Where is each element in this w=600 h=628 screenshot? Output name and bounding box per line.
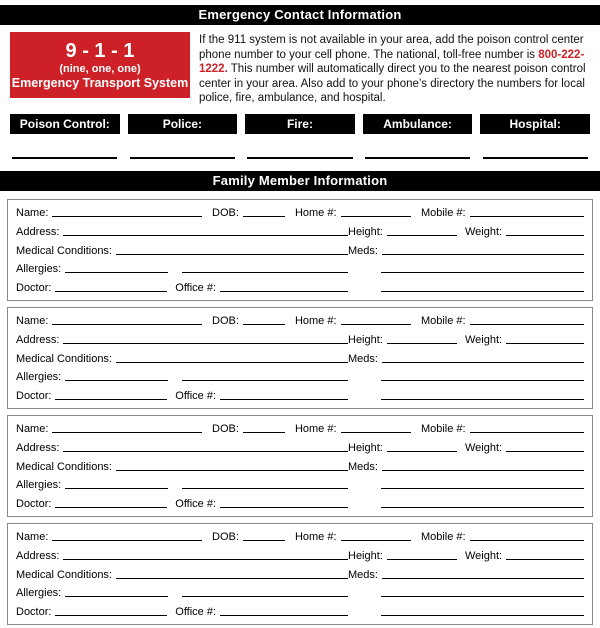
- name-dob-phone-row: [16, 419, 584, 438]
- name-blank-line[interactable]: [52, 324, 202, 325]
- hospital-blank-line[interactable]: [483, 157, 588, 159]
- home-phone-blank-line[interactable]: [341, 432, 411, 433]
- allergies-row: [16, 367, 584, 386]
- allergies-group: [16, 263, 348, 277]
- meds-group: [348, 353, 584, 367]
- doctor-blank-line[interactable]: [55, 615, 167, 616]
- name-label: Name:: [16, 315, 49, 328]
- police-blank-line[interactable]: [130, 157, 235, 159]
- meds-blank-line[interactable]: [382, 470, 584, 471]
- name-dob-phone-row: [16, 311, 584, 330]
- address-row: [16, 330, 584, 349]
- home-phone-blank-line[interactable]: [341, 540, 411, 541]
- home-phone-label: Home #:: [294, 207, 337, 220]
- office-phone-blank-line[interactable]: [220, 399, 348, 400]
- medical-conditions-blank-line[interactable]: [116, 254, 348, 255]
- allergies-continuation-line[interactable]: [182, 488, 348, 489]
- address-label: Address:: [16, 226, 60, 239]
- address-blank-line[interactable]: [63, 235, 348, 236]
- emergency-numbers-row: [10, 114, 590, 159]
- meds-label: Meds:: [348, 244, 378, 257]
- emergency-number-poison-control: [10, 114, 120, 159]
- medical-conditions-blank-line[interactable]: [116, 578, 348, 579]
- allergies-group: [16, 587, 348, 601]
- weight-blank-line[interactable]: [506, 451, 584, 452]
- height-weight-group: [348, 442, 584, 456]
- allergies-label: Allergies:: [16, 371, 62, 384]
- doctor-label: Doctor:: [16, 605, 52, 618]
- allergies-row: [16, 475, 584, 494]
- height-blank-line[interactable]: [387, 451, 457, 452]
- instructions-text-after: This number will automatically direct you to the nearest poison control center in your area. Also add to your phone’s directory the numbers for local police, fire, ambulance, and hospital.: [199, 63, 586, 105]
- meds-continuation-line-2[interactable]: [381, 507, 584, 508]
- home-phone-label: Home #:: [294, 531, 337, 544]
- dob-label: DOB:: [212, 531, 239, 544]
- doctor-blank-line[interactable]: [55, 291, 167, 292]
- doctor-row: [16, 385, 584, 404]
- office-phone-blank-line[interactable]: [220, 615, 348, 616]
- police-label: Police:: [128, 114, 238, 134]
- name-dob-phone-row: [16, 527, 584, 546]
- intro-section: [10, 32, 590, 106]
- office-phone-blank-line[interactable]: [220, 291, 348, 292]
- dob-label: DOB:: [212, 315, 239, 328]
- emergency-contact-header: Emergency Contact Information: [0, 5, 600, 25]
- meds-continuation-line-1[interactable]: [381, 596, 584, 597]
- allergies-continuation-line[interactable]: [182, 596, 348, 597]
- allergies-group: [16, 479, 348, 493]
- medical-conditions-label: Medical Conditions:: [16, 352, 112, 365]
- office-phone-label: Office #:: [175, 497, 217, 510]
- address-group: [16, 442, 348, 456]
- doctor-group: [16, 498, 348, 512]
- medical-row: [16, 348, 584, 367]
- address-group: [16, 226, 348, 240]
- meds-blank-line[interactable]: [382, 578, 584, 579]
- meds-group: [348, 461, 584, 475]
- height-weight-group: [348, 226, 584, 240]
- medical-row: [16, 240, 584, 259]
- medical-conditions-blank-line[interactable]: [116, 362, 348, 363]
- office-phone-label: Office #:: [175, 605, 217, 618]
- medical-row: [16, 456, 584, 475]
- address-row: [16, 546, 584, 565]
- meds-blank-line[interactable]: [382, 254, 584, 255]
- meds-continuation-line-2[interactable]: [381, 399, 584, 400]
- address-group: [16, 334, 348, 348]
- allergies-row: [16, 259, 584, 278]
- doctor-row: [16, 277, 584, 296]
- doctor-row: [16, 601, 584, 620]
- hospital-label: Hospital:: [480, 114, 590, 134]
- meds-continuation-group-2: [348, 507, 584, 512]
- allergies-blank-line[interactable]: [65, 488, 168, 489]
- ambulance-label: Ambulance:: [363, 114, 473, 134]
- height-blank-line[interactable]: [387, 235, 457, 236]
- doctor-group: [16, 606, 348, 620]
- mobile-phone-label: Mobile #:: [420, 315, 466, 328]
- home-phone-blank-line[interactable]: [341, 324, 411, 325]
- dob-blank-line[interactable]: [243, 216, 285, 217]
- height-blank-line[interactable]: [387, 343, 457, 344]
- name-dob-phone-row: [16, 203, 584, 222]
- meds-blank-line[interactable]: [382, 362, 584, 363]
- height-label: Height:: [348, 550, 383, 563]
- allergies-blank-line[interactable]: [65, 380, 168, 381]
- meds-continuation-line-1[interactable]: [381, 380, 584, 381]
- meds-continuation-line-2[interactable]: [381, 291, 584, 292]
- office-phone-label: Office #:: [175, 389, 217, 402]
- mobile-phone-label: Mobile #:: [420, 207, 466, 220]
- allergies-label: Allergies:: [16, 263, 62, 276]
- height-weight-group: [348, 334, 584, 348]
- weight-label: Weight:: [464, 442, 503, 455]
- dob-label: DOB:: [212, 207, 239, 220]
- meds-label: Meds:: [348, 352, 378, 365]
- allergies-continuation-line[interactable]: [182, 380, 348, 381]
- name-blank-line[interactable]: [52, 540, 202, 541]
- weight-label: Weight:: [464, 334, 503, 347]
- mobile-phone-label: Mobile #:: [420, 531, 466, 544]
- doctor-label: Doctor:: [16, 497, 52, 510]
- 911-spelled-out: (nine, one, one): [59, 63, 141, 75]
- dob-blank-line[interactable]: [243, 540, 285, 541]
- address-blank-line[interactable]: [63, 559, 348, 560]
- weight-blank-line[interactable]: [506, 559, 584, 560]
- home-phone-blank-line[interactable]: [341, 216, 411, 217]
- allergies-continuation-line[interactable]: [182, 272, 348, 273]
- allergies-row: [16, 583, 584, 602]
- fire-blank-line[interactable]: [247, 157, 352, 159]
- instructions-text-before: If the 911 system is not available in your area, add the poison control center phone number to your cell phone. The national, toll-free number is: [199, 34, 584, 61]
- dob-label: DOB:: [212, 423, 239, 436]
- weight-label: Weight:: [464, 550, 503, 563]
- mobile-phone-blank-line[interactable]: [470, 216, 584, 217]
- weight-blank-line[interactable]: [506, 235, 584, 236]
- family-blocks: [7, 199, 593, 625]
- medical-conditions-group: [16, 353, 348, 367]
- 911-caption: Emergency Transport System: [11, 76, 189, 90]
- medical-row: [16, 564, 584, 583]
- weight-label: Weight:: [464, 226, 503, 239]
- emergency-number-fire: [245, 114, 355, 159]
- medical-conditions-group: [16, 461, 348, 475]
- meds-continuation-group-2: [348, 399, 584, 404]
- medical-conditions-label: Medical Conditions:: [16, 568, 112, 581]
- dob-blank-line[interactable]: [243, 324, 285, 325]
- emergency-number-police: [128, 114, 238, 159]
- ambulance-blank-line[interactable]: [365, 157, 470, 159]
- name-label: Name:: [16, 423, 49, 436]
- meds-group: [348, 569, 584, 583]
- medical-conditions-blank-line[interactable]: [116, 470, 348, 471]
- allergies-group: [16, 371, 348, 385]
- name-blank-line[interactable]: [52, 432, 202, 433]
- height-label: Height:: [348, 334, 383, 347]
- address-group: [16, 550, 348, 564]
- allergies-label: Allergies:: [16, 479, 62, 492]
- name-label: Name:: [16, 207, 49, 220]
- medical-conditions-group: [16, 245, 348, 259]
- doctor-label: Doctor:: [16, 281, 52, 294]
- meds-label: Meds:: [348, 460, 378, 473]
- poison-control-blank-line[interactable]: [12, 157, 117, 159]
- name-blank-line[interactable]: [52, 216, 202, 217]
- meds-group: [348, 245, 584, 259]
- address-blank-line[interactable]: [63, 343, 348, 344]
- mobile-phone-blank-line[interactable]: [470, 324, 584, 325]
- height-label: Height:: [348, 226, 383, 239]
- name-label: Name:: [16, 531, 49, 544]
- family-member-header: Family Member Information: [0, 171, 600, 191]
- dob-blank-line[interactable]: [243, 432, 285, 433]
- mobile-phone-label: Mobile #:: [420, 423, 466, 436]
- meds-continuation-line-1[interactable]: [381, 272, 584, 273]
- poison-control-label: Poison Control:: [10, 114, 120, 134]
- height-blank-line[interactable]: [387, 559, 457, 560]
- poison-control-instructions: [199, 32, 590, 106]
- meds-continuation-group-2: [348, 291, 584, 296]
- family-member-block: [7, 415, 593, 517]
- doctor-group: [16, 390, 348, 404]
- office-phone-label: Office #:: [175, 281, 217, 294]
- family-member-block: [7, 307, 593, 409]
- address-blank-line[interactable]: [63, 451, 348, 452]
- doctor-blank-line[interactable]: [55, 507, 167, 508]
- meds-continuation-line-1[interactable]: [381, 488, 584, 489]
- address-row: [16, 222, 584, 241]
- doctor-label: Doctor:: [16, 389, 52, 402]
- family-member-block: [7, 523, 593, 625]
- family-member-block: [7, 199, 593, 301]
- meds-continuation-line-2[interactable]: [381, 615, 584, 616]
- address-label: Address:: [16, 442, 60, 455]
- allergies-label: Allergies:: [16, 587, 62, 600]
- meds-label: Meds:: [348, 568, 378, 581]
- address-row: [16, 438, 584, 457]
- mobile-phone-blank-line[interactable]: [470, 432, 584, 433]
- 911-callout-box: [10, 32, 190, 98]
- height-weight-group: [348, 550, 584, 564]
- home-phone-label: Home #:: [294, 423, 337, 436]
- medical-conditions-label: Medical Conditions:: [16, 460, 112, 473]
- doctor-group: [16, 282, 348, 296]
- mobile-phone-blank-line[interactable]: [470, 540, 584, 541]
- allergies-blank-line[interactable]: [65, 596, 168, 597]
- poison-control-phone-number: 800-222-1222.: [199, 48, 585, 76]
- emergency-number-hospital: [480, 114, 590, 159]
- allergies-blank-line[interactable]: [65, 272, 168, 273]
- address-label: Address:: [16, 550, 60, 563]
- doctor-row: [16, 493, 584, 512]
- weight-blank-line[interactable]: [506, 343, 584, 344]
- fire-label: Fire:: [245, 114, 355, 134]
- emergency-number-ambulance: [363, 114, 473, 159]
- doctor-blank-line[interactable]: [55, 399, 167, 400]
- home-phone-label: Home #:: [294, 315, 337, 328]
- height-label: Height:: [348, 442, 383, 455]
- office-phone-blank-line[interactable]: [220, 507, 348, 508]
- 911-number: 9 - 1 - 1: [65, 40, 135, 62]
- medical-conditions-group: [16, 569, 348, 583]
- medical-conditions-label: Medical Conditions:: [16, 244, 112, 257]
- meds-continuation-group-2: [348, 615, 584, 620]
- address-label: Address:: [16, 334, 60, 347]
